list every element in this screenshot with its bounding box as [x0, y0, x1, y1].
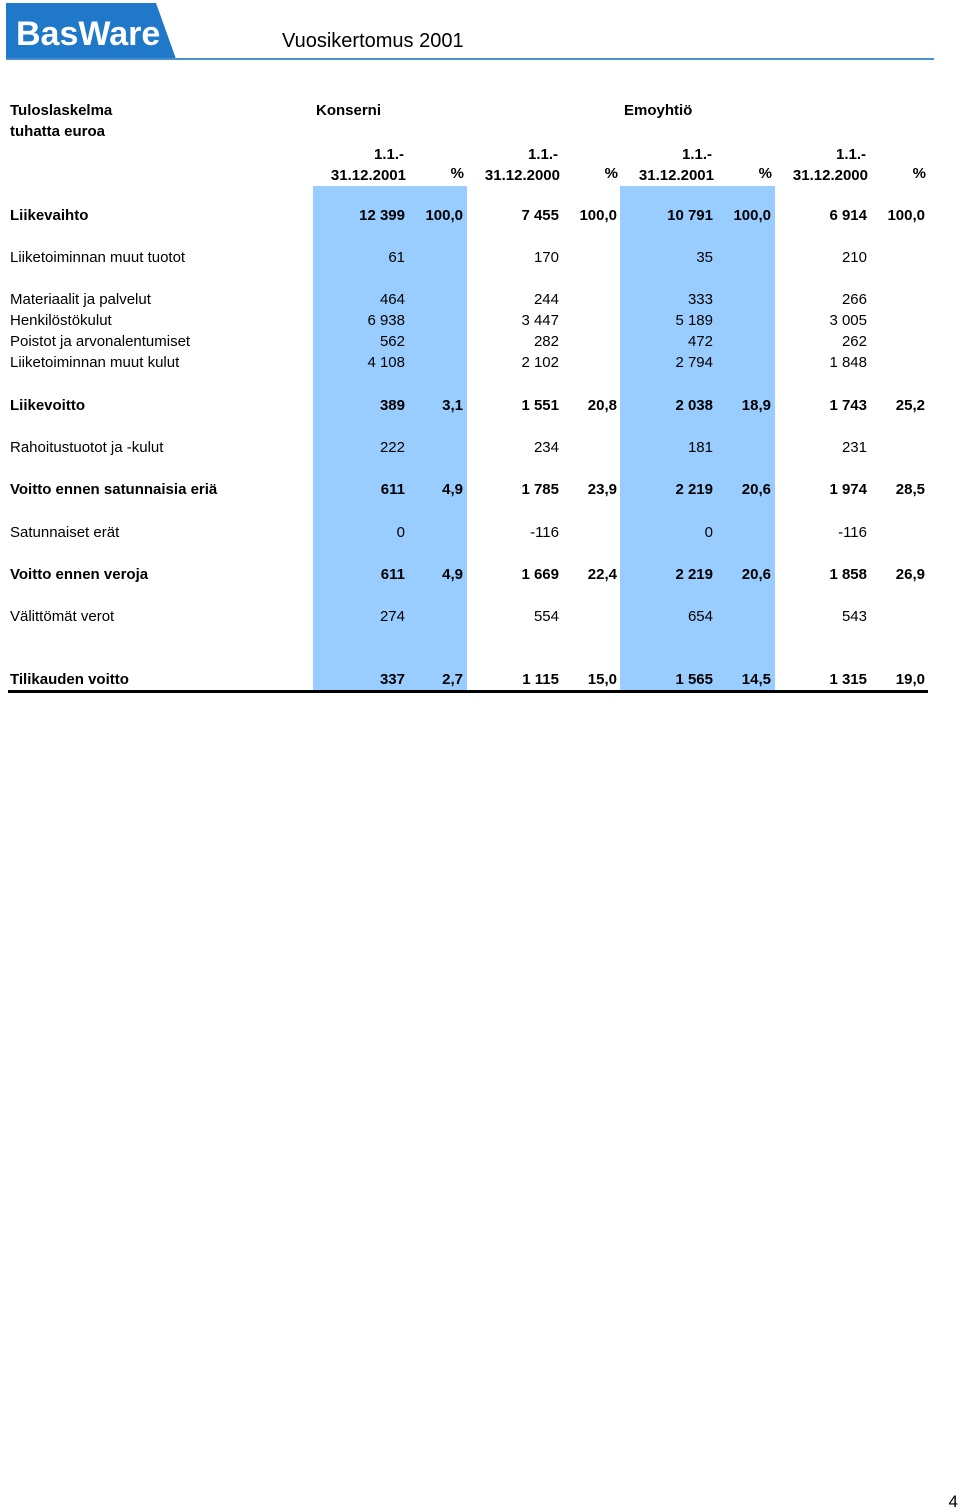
- value-cell: 6 914: [829, 207, 867, 224]
- percent-cell: 20,6: [741, 481, 771, 498]
- value-cell: 170: [533, 249, 559, 266]
- value-cell: 10 791: [667, 207, 713, 224]
- percent-cell: 28,5: [895, 481, 925, 498]
- period-header: [614, 144, 714, 186]
- value-cell: 1 565: [675, 671, 713, 688]
- value-cell: 611: [380, 481, 405, 498]
- percent-cell: 20,6: [741, 566, 771, 583]
- value-cell: 1 115: [522, 671, 559, 688]
- row-label: Voitto ennen satunnaisia eriä: [10, 481, 218, 498]
- percent-cell: 4,9: [442, 481, 463, 498]
- value-cell: 234: [533, 439, 559, 456]
- period-end: 31.12.2001: [330, 167, 406, 184]
- percent-cell: 20,8: [587, 397, 617, 414]
- percent-header: %: [450, 165, 464, 182]
- value-cell: 1 785: [521, 481, 559, 498]
- value-cell: 244: [533, 291, 559, 308]
- value-cell: 4 108: [367, 354, 405, 371]
- group-heading-konserni: Konserni: [316, 102, 382, 119]
- page-number: 4: [948, 1492, 958, 1511]
- value-cell: 35: [696, 249, 713, 266]
- value-cell: 61: [388, 249, 405, 266]
- value-cell: 543: [841, 608, 867, 625]
- value-cell: 654: [687, 608, 713, 625]
- period-header: [460, 144, 560, 186]
- percent-cell: 18,9: [741, 397, 771, 414]
- row-label: Satunnaiset erät: [10, 524, 120, 541]
- value-cell: 3 005: [829, 312, 867, 329]
- percent-cell: 25,2: [895, 397, 925, 414]
- value-cell: 2 102: [521, 354, 559, 371]
- percent-cell: 100,0: [425, 207, 463, 224]
- value-cell: 0: [704, 524, 713, 541]
- percent-cell: 4,9: [442, 566, 463, 583]
- value-cell: 0: [396, 524, 405, 541]
- value-cell: 2 794: [675, 354, 713, 371]
- percent-cell: 100,0: [733, 207, 771, 224]
- value-cell: 2 038: [675, 397, 713, 414]
- row-label: Liikevoitto: [10, 397, 86, 414]
- value-cell: 611: [380, 566, 405, 583]
- value-cell: 562: [379, 333, 405, 350]
- group-heading-emoyhtio: Emoyhtiö: [624, 102, 693, 119]
- value-cell: 2 219: [675, 481, 713, 498]
- value-cell: 554: [533, 608, 559, 625]
- value-cell: 464: [379, 291, 405, 308]
- value-cell: 5 189: [675, 312, 713, 329]
- percent-cell: 100,0: [579, 207, 617, 224]
- value-cell: -116: [838, 524, 867, 541]
- row-label: Välittömät verot: [10, 608, 115, 625]
- row-label: Liikevaihto: [10, 207, 89, 224]
- row-label: Poistot ja arvonalentumiset: [10, 333, 191, 350]
- value-cell: 1 669: [521, 566, 559, 583]
- value-cell: 231: [841, 439, 867, 456]
- row-label: Liiketoiminnan muut kulut: [10, 354, 180, 371]
- logo-text: BasWare: [16, 15, 161, 53]
- row-label: Henkilöstökulut: [10, 312, 112, 329]
- value-cell: 6 938: [367, 312, 405, 329]
- percent-header: %: [912, 165, 926, 182]
- value-cell: 472: [687, 333, 713, 350]
- value-cell: 7 455: [521, 207, 559, 224]
- logo-graphic: [6, 3, 176, 59]
- basware-logo: [6, 3, 176, 59]
- table-bottom-rule: [8, 690, 928, 693]
- document-title: Vuosikertomus 2001: [282, 30, 464, 52]
- value-cell: 266: [841, 291, 867, 308]
- value-cell: 12 399: [359, 207, 405, 224]
- header-divider: [6, 58, 934, 60]
- percent-cell: 23,9: [587, 481, 617, 498]
- value-cell: 2 219: [675, 566, 713, 583]
- percent-cell: 19,0: [895, 671, 925, 688]
- value-cell: 1 743: [829, 397, 867, 414]
- value-cell: 210: [841, 249, 867, 266]
- percent-cell: 22,4: [587, 566, 617, 583]
- period-header: [768, 144, 868, 186]
- percent-cell: 14,5: [741, 671, 771, 688]
- period-end: 31.12.2000: [792, 167, 868, 184]
- value-cell: 222: [379, 439, 405, 456]
- row-label: Rahoitustuotot ja -kulut: [10, 439, 164, 456]
- value-cell: 1 974: [829, 481, 867, 498]
- row-label: Voitto ennen veroja: [10, 566, 149, 583]
- value-cell: 337: [379, 671, 405, 688]
- row-label: Tilikauden voitto: [10, 671, 129, 688]
- statement-title: Tuloslaskelma: [10, 102, 113, 119]
- period-end: 31.12.2001: [638, 167, 714, 184]
- value-cell: 1 315: [829, 671, 867, 688]
- percent-cell: 3,1: [442, 397, 463, 414]
- percent-cell: 15,0: [587, 671, 617, 688]
- period-header: [306, 144, 406, 186]
- row-label: Materiaalit ja palvelut: [10, 291, 151, 308]
- value-cell: 1 551: [521, 397, 559, 414]
- value-cell: 3 447: [521, 312, 559, 329]
- period-end: 31.12.2000: [484, 167, 560, 184]
- value-cell: 262: [841, 333, 867, 350]
- period-start: 1.1.-: [527, 146, 558, 163]
- value-cell: 282: [533, 333, 559, 350]
- value-cell: 274: [379, 608, 405, 625]
- percent-cell: 2,7: [442, 671, 463, 688]
- value-cell: 389: [379, 397, 405, 414]
- value-cell: 1 848: [829, 354, 867, 371]
- percent-cell: 100,0: [887, 207, 925, 224]
- period-start: 1.1.-: [835, 146, 866, 163]
- percent-cell: 26,9: [895, 566, 925, 583]
- period-start: 1.1.-: [681, 146, 712, 163]
- row-label: Liiketoiminnan muut tuotot: [10, 249, 186, 266]
- statement-unit: tuhatta euroa: [10, 123, 106, 140]
- percent-header: %: [758, 165, 772, 182]
- percent-header: %: [604, 165, 618, 182]
- value-cell: 333: [687, 291, 713, 308]
- value-cell: 181: [687, 439, 713, 456]
- value-cell: 1 858: [829, 566, 867, 583]
- period-start: 1.1.-: [373, 146, 404, 163]
- value-cell: -116: [530, 524, 559, 541]
